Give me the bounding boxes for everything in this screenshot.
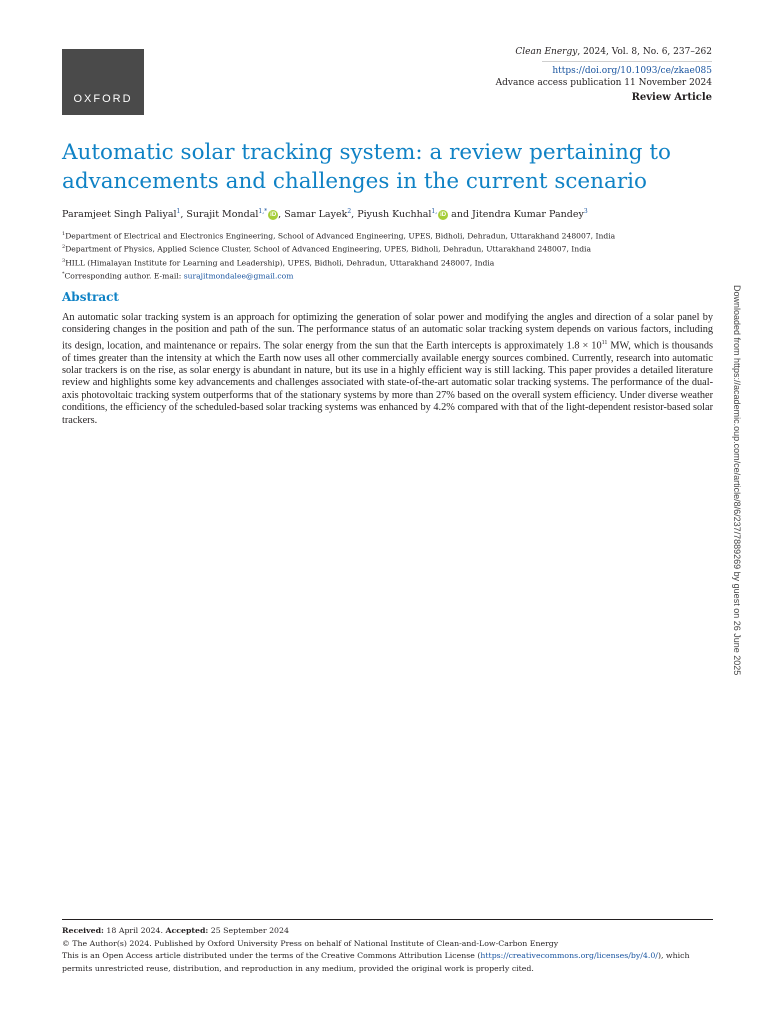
license-pre: This is an Open Access article distributed under the terms of the Creative Commons Attribution License ( (62, 951, 481, 960)
license-post: ), which (657, 951, 690, 960)
author-separator: and (448, 209, 473, 221)
author-name: Surajit Mondal (186, 209, 259, 221)
affiliation-item (62, 242, 722, 255)
affiliation-sup: 1 (62, 231, 66, 237)
history-line (62, 925, 722, 938)
author-separator: , (351, 209, 358, 221)
doi-link[interactable]: https://doi.org/10.1093/ce/zkae085 (552, 65, 712, 76)
abstract-exponent: 11 (601, 339, 608, 346)
affiliation-text: Department of Physics, Applied Science Cluster, School of Advanced Engineering, UPES, Bidholi, Dehradun, Uttarakhand 248007, India (65, 244, 592, 254)
logo-text: OXFORD (73, 93, 133, 105)
abstract-text: MW, which is thousands of times greater than the intensity at which the Earth now uses all other commercially available energy sources combined. Currently, research into automatic solar trackers is on the rise, as solar energy is abundant in nature, but its use in a highly efficient way is still lacking. This paper provides a detailed literature review and highlights some key advancements and challenges associated with state-of-the-art automatic solar tracking systems. The performance of the dual-axis photovoltaic tracking system outperforms that of the stationary systems by more than 27% based on the overall system efficiency. Under diverse weather conditions, the efficiency of the scheduled-based solar tracking systems was enhanced by 4.2% compared with that of the light-dependent resistor-based solar trackers. (62, 340, 713, 426)
author-list (62, 205, 722, 222)
orcid-icon[interactable]: iD (440, 211, 447, 218)
footer-divider (62, 919, 713, 920)
journal-name: Clean Energy (515, 47, 578, 57)
author-name: Piyush Kuchhal (357, 209, 432, 221)
accepted-date: 25 September 2024 (208, 926, 289, 935)
article-type: Review Article (631, 91, 712, 103)
author-name: Samar Layek (284, 209, 348, 221)
advance-access: Advance access publication 11 November 2024 (495, 78, 712, 88)
abstract-heading: Abstract (62, 290, 119, 304)
received-label: Received: (62, 926, 104, 935)
license-line-2: permits unrestricted reuse, distribution, and reproduction in any medium, provided the original work is properly cited. (62, 963, 534, 973)
affiliation-text: HILL (Himalayan Institute for Learning and Leadership), UPES, Bidholi, Dehradun, Uttarakhand 248007, India (65, 258, 495, 268)
affiliation-text: Department of Electrical and Electronics Engineering, School of Advanced Engineering, UPES, Bidholi, Dehradun, Uttarakhand 248007, India (65, 231, 616, 241)
copyright-line: © The Author(s) 2024. Published by Oxford University Press on behalf of National Institute of Clean-and-Low-Carbon Energy (62, 938, 559, 948)
received-date: 18 April 2024. (103, 926, 166, 935)
article-title: Automatic solar tracking system: a review pertaining to advancements and challenges in the current scenario (62, 140, 671, 194)
journal-meta (496, 46, 712, 104)
author-affil-sup: 3 (583, 208, 588, 215)
oxford-logo (62, 49, 144, 115)
author-affil-sup: 2 (347, 208, 352, 215)
affiliation-item (62, 229, 722, 242)
affiliation-item (62, 256, 722, 269)
download-watermark: Downloaded from https://academic.oup.com/ce/article/8/6/237/7889269 by guest on 26 June 2025 (732, 285, 742, 676)
corresponding-email-link[interactable]: surajitmondalee@gmail.com (183, 271, 294, 281)
author-affil-sup: 1,* (258, 208, 268, 215)
journal-citation (496, 46, 712, 59)
license-line (62, 950, 722, 963)
affiliation-sup: 3 (62, 257, 66, 264)
meta-divider (542, 61, 712, 62)
author-affil-sup: 1, (431, 208, 438, 215)
affiliation-sup: 2 (62, 244, 66, 251)
author-name: Jitendra Kumar Pandey (472, 209, 584, 221)
license-link[interactable]: https://creativecommons.org/licenses/by/4.0/ (480, 951, 658, 960)
corresponding-sup: * (62, 270, 65, 277)
author-name: Paramjeet Singh Paliyal (62, 209, 177, 221)
author-separator: , (180, 209, 187, 221)
corresponding-author (62, 269, 722, 282)
abstract-text: An automatic solar tracking system is an approach for optimizing the generation of solar power and modifying the angles and direction of a solar panel by considering changes in the position and path of the sun. The performance status of an automatic solar tracking system depends on various factors, including its design, location, and maintenance or repairs. The solar energy from the sun that the Earth intercepts is approximately 1.8 × 10 (62, 312, 713, 352)
corresponding-label: Corresponding author. E-mail: (64, 271, 184, 281)
author-separator: , (278, 209, 285, 221)
affiliations (62, 229, 722, 282)
author-affil-sup: 1 (176, 208, 181, 215)
orcid-icon[interactable]: iD (270, 211, 277, 218)
accepted-label: Accepted: (165, 926, 209, 935)
abstract-body (62, 312, 713, 427)
article-footer (62, 925, 722, 975)
journal-details: , 2024, Vol. 8, No. 6, 237–262 (577, 47, 712, 57)
